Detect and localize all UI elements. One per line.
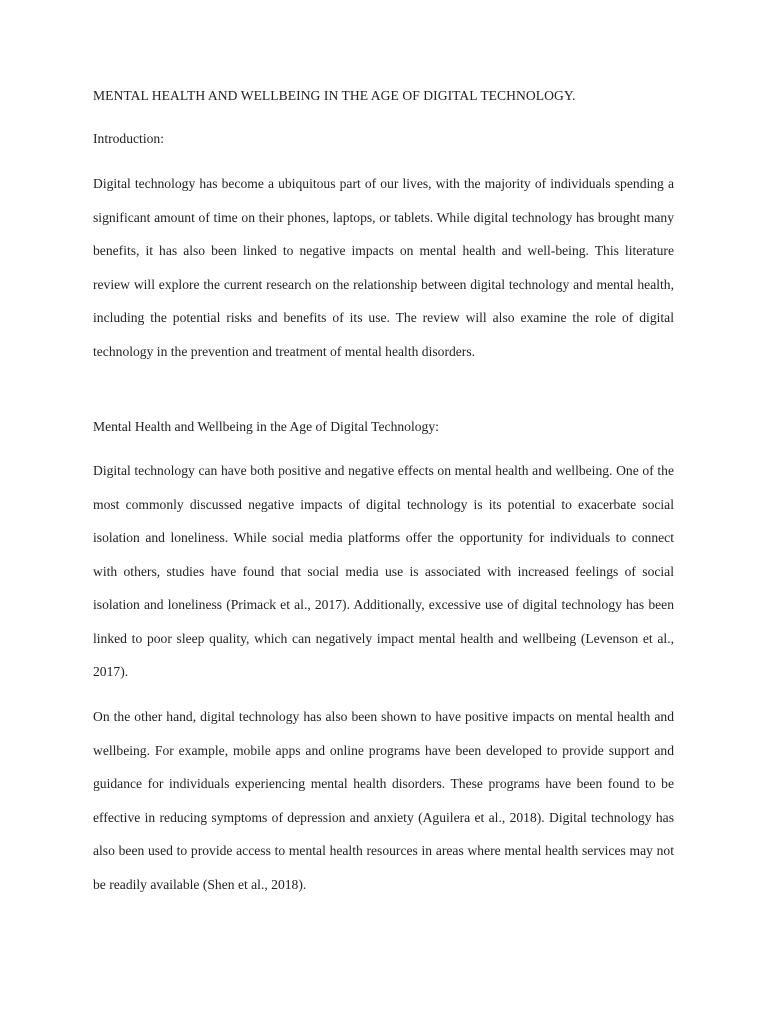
introduction-heading: Introduction:	[93, 131, 164, 146]
section-heading: Mental Health and Wellbeing in the Age of Digital Technology:	[93, 419, 439, 434]
document-title: MENTAL HEALTH AND WELLBEING IN THE AGE OF DIGITAL TECHNOLOGY.	[93, 88, 576, 103]
introduction-paragraph: Digital technology has become a ubiquitous part of our lives, with the majority of individuals spending a significant amount of time on their phones, laptops, or tablets. While digital technology has brought many benefits, it has also been linked to negative impacts on mental health and well-being. This literature review will explore the current research on the relationship between digital technology and mental health, including the potential risks and benefits of its use. The review will also examine the role of digital technology in the prevention and treatment of mental health disorders.	[93, 176, 674, 359]
section-paragraph: Digital technology can have both positive and negative effects on mental health and wellbeing. One of the most commonly discussed negative impacts of digital technology is its potential to exacerbate social isolation and loneliness. While social media platforms offer the opportunity for individuals to connect with others, studies have found that social media use is associated with increased feelings of social isolation and loneliness (Primack et al., 2017). Additionally, excessive use of digital technology has been linked to poor sleep quality, which can negatively impact mental health and wellbeing (Levenson et al., 2017).	[93, 463, 674, 679]
section-paragraph: On the other hand, digital technology has also been shown to have positive impacts on mental health and wellbeing. For example, mobile apps and online programs have been developed to provide support and guidance for individuals experiencing mental health disorders. These programs have been found to be effective in reducing symptoms of depression and anxiety (Aguilera et al., 2018). Digital technology has also been used to provide access to mental health resources in areas where mental health services may not be readily available (Shen et al., 2018).	[93, 709, 674, 892]
